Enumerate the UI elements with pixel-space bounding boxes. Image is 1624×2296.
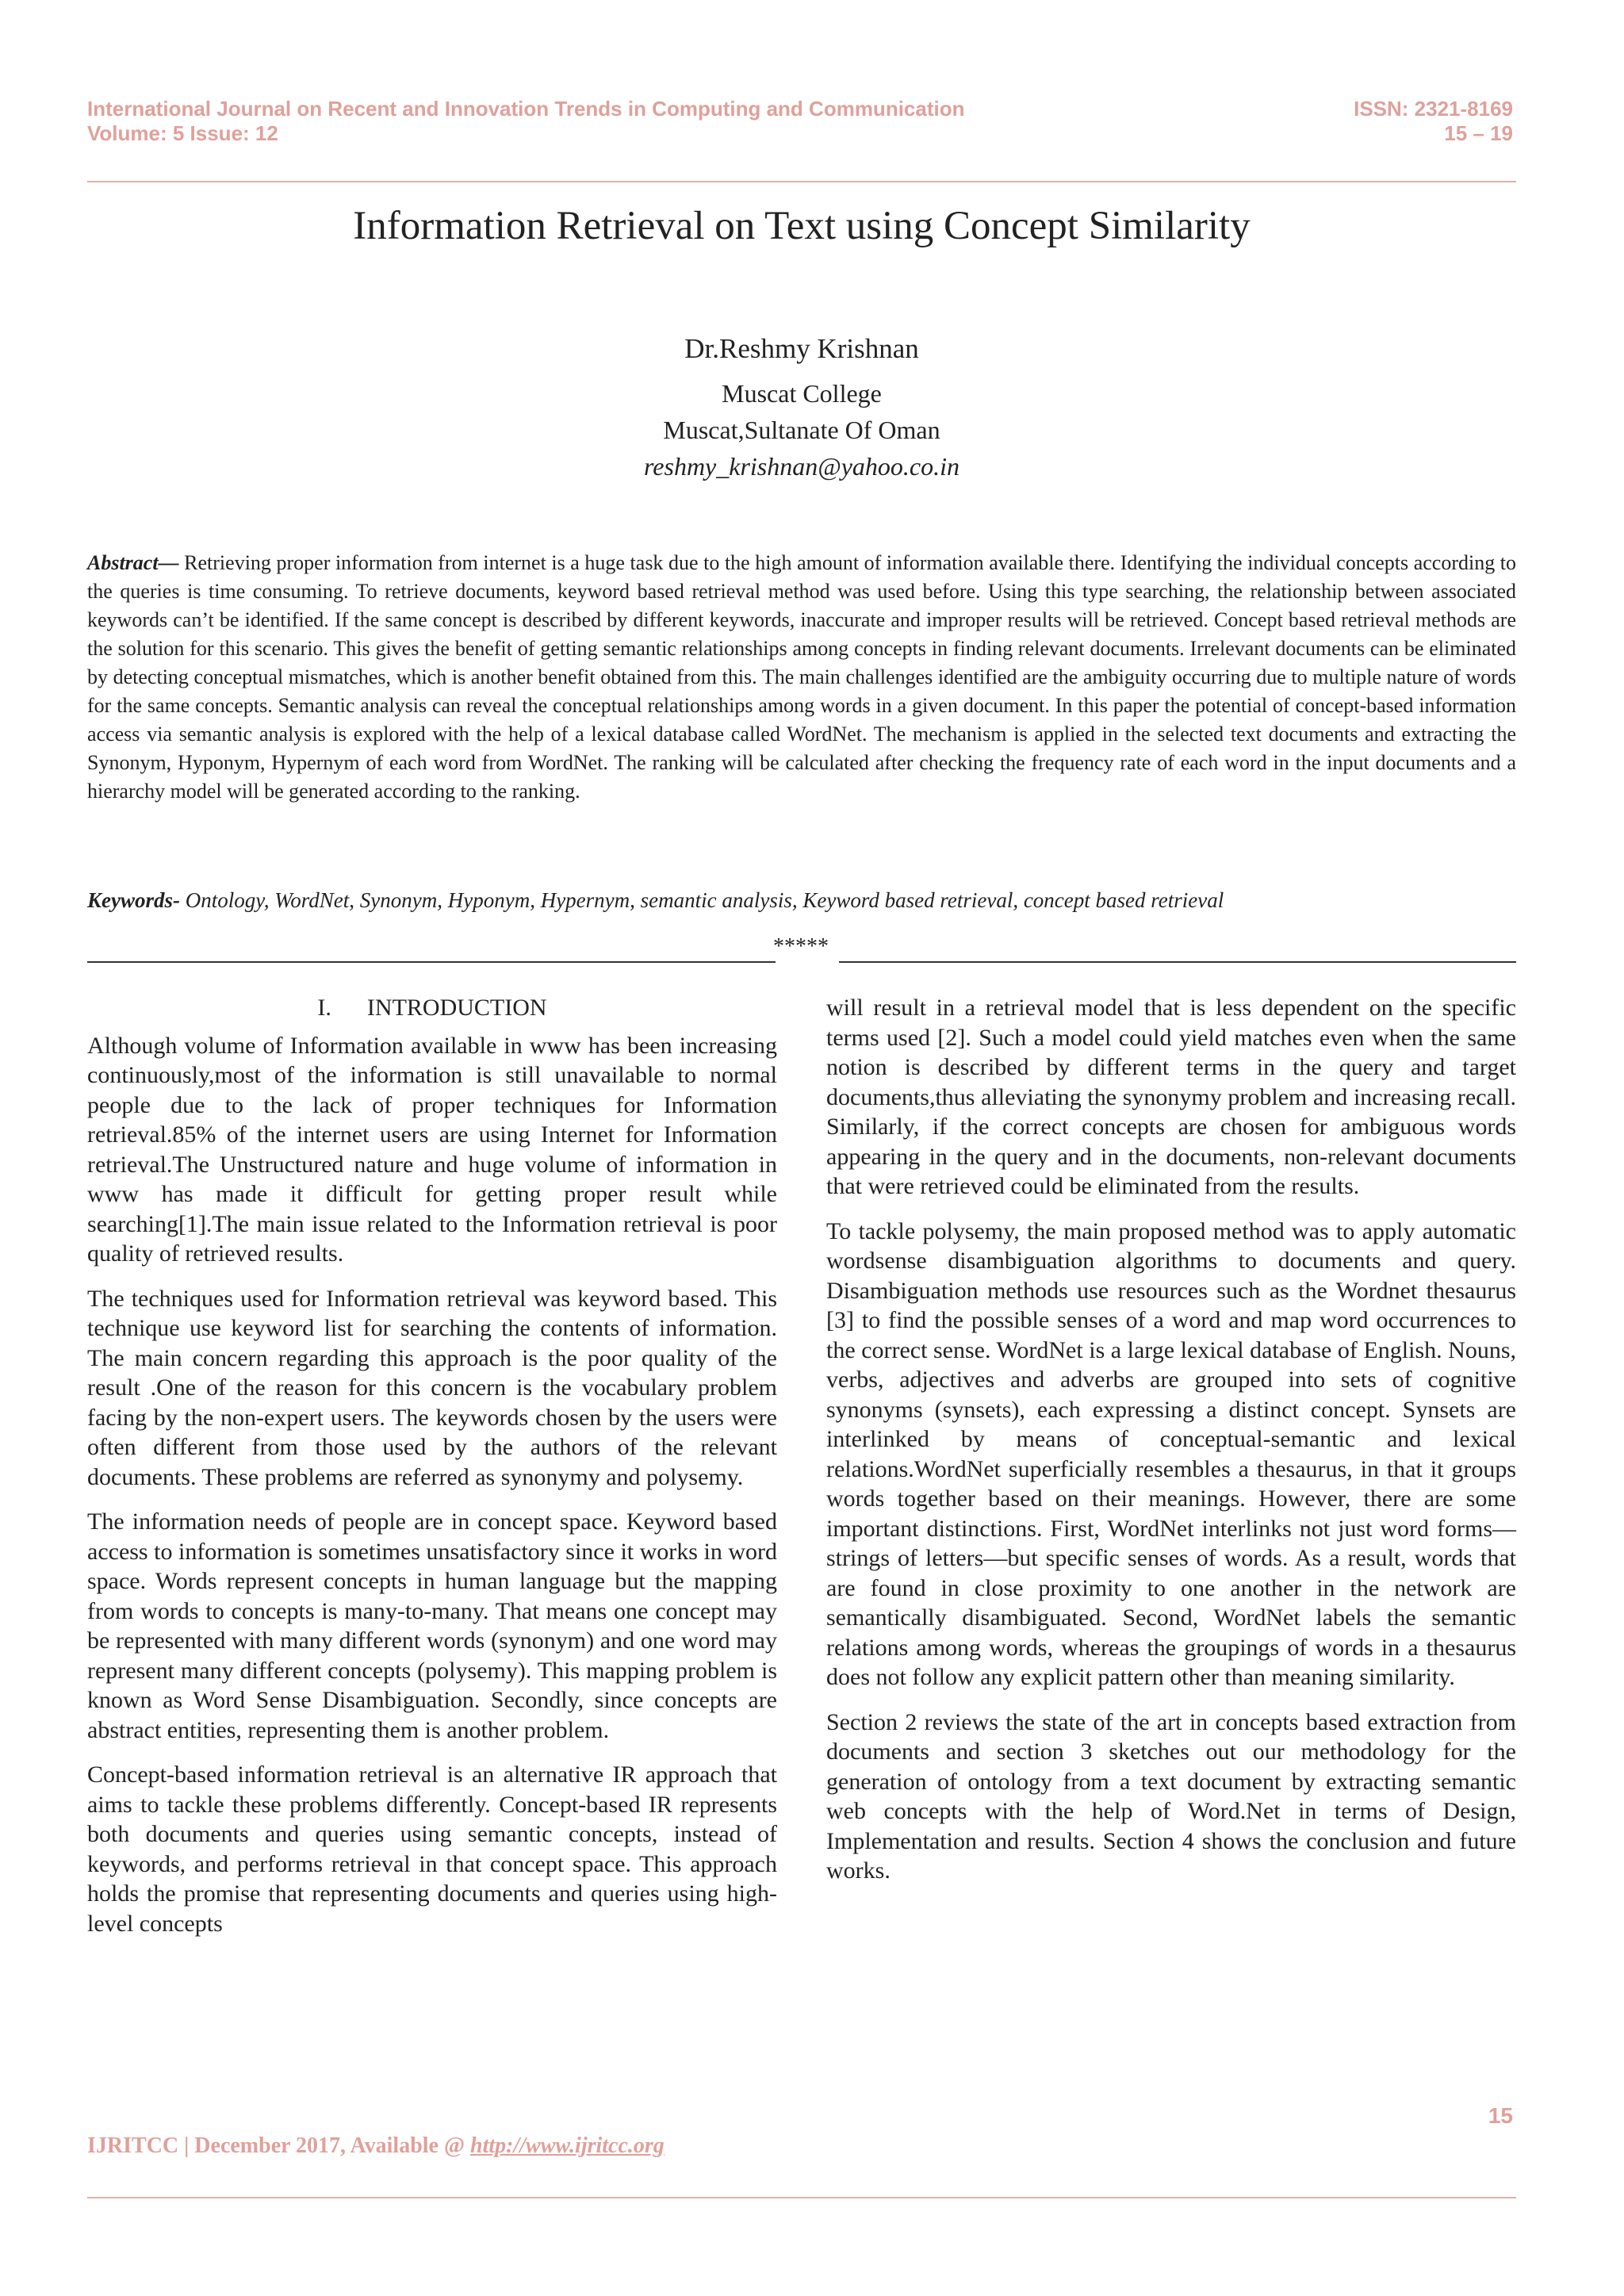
journal-link[interactable]: http://www.ijritcc.org [470, 2133, 665, 2158]
author-location: Muscat,Sultanate Of Oman [663, 416, 940, 444]
journal-volume: Volume: 5 Issue: 12 [87, 121, 278, 145]
header-rule [87, 181, 1516, 182]
paragraph: will result in a retrieval model that is less dependent on the specific terms used [2]. Such a model could yield matches even when the same notion is described by different terms in the query and target documents,thus alleviating the synonymy problem and increasing recall. Similarly, if the correct concepts are chosen for ambiguous words appearing in the query and in the documents, non-relevant documents that were retrieved could be eliminated from the results. [826, 995, 1516, 1199]
separator-stars: ***** [773, 934, 829, 959]
section-title: INTRODUCTION [366, 995, 547, 1021]
page-number: 15 [1488, 2103, 1513, 2128]
section-heading [87, 993, 777, 1023]
paragraph: Concept-based information retrieval is an alternative IR approach that aims to tackle these problems differently. Concept-based IR represents both documents and queries using semantic concepts, instead of keywords, and performs retrieval in that concept space. This approach holds the promise that representing documents and queries using high-level concepts [87, 1761, 777, 1937]
paragraph: The techniques used for Information retrieval was keyword based. This technique use keyword list for searching the contents of information. The main concern regarding this approach is the poor quality of the result .One of the reason for this concern is the vocabulary problem facing by the non-expert users. The keywords chosen by the users were often different from those used by the authors of the relevant documents. These problems are referred as synonymy and polysemy. [87, 1285, 777, 1490]
author-name: Dr.Reshmy Krishnan [684, 333, 919, 364]
issn: ISSN: 2321-8169 [1354, 97, 1513, 121]
separator-line-right [839, 961, 1516, 963]
paper-title: Information Retrieval on Text using Concept Similarity [353, 204, 1251, 248]
keywords [87, 888, 1516, 913]
journal-header [87, 97, 965, 146]
footer-prefix: IJRITCC | December 2017, Available @ [87, 2133, 465, 2158]
abstract-label: Abstract— [87, 551, 179, 574]
right-column [826, 993, 1516, 1901]
author-college: Muscat College [722, 379, 882, 408]
keywords-text: Ontology, WordNet, Synonym, Hyponym, Hypernym, semantic analysis, Keyword based retrieval, concept based retrieval [185, 888, 1224, 912]
paragraph: Although volume of Information available in www has been increasing continuously,most of the information is still unavailable to normal people due to the lack of proper techniques for Information retrieval.85% of the internet users are using Internet for Information retrieval.The Unstructured nature and huge volume of information in www has made it difficult for getting proper result while searching[1].The main issue related to the Information retrieval is poor quality of retrieved results. [87, 1032, 777, 1267]
page-range: 15 – 19 [1444, 121, 1513, 145]
left-column [87, 993, 777, 1953]
abstract-text: Retrieving proper information from internet is a huge task due to the high amount of information available there. Identifying the individual concepts according to the queries is time consuming. To retrieve documents, keyword based retrieval method was used before. Using this type searching, the relationship between associated keywords can’t be identified. If the same concept is described by different keywords, inaccurate and improper results will be retrieved. Concept based retrieval methods are the solution for this scenario. This gives the benefit of getting semantic relationships among concepts in finding relevant documents. Irrelevant documents can be eliminated by detecting conceptual mismatches, which is another benefit obtained from this. The main challenges identified are the ambiguity occurring due to multiple nature of words for the same concepts. Semantic analysis can reveal the conceptual relationships among words in a given document. In this paper the potential of concept-based information access via semantic analysis is explored with the help of a lexical database called WordNet. The mechanism is applied in the selected text documents and extracting the Synonym, Hyponym, Hypernym of each word from WordNet. The ranking will be calculated after checking the frequency rate of each word in the input documents and a hierarchy model will be generated according to the ranking. [87, 551, 1517, 803]
separator-line-left [87, 961, 776, 963]
paragraph: Section 2 reviews the state of the art in concepts based extraction from documents and section 3 sketches out our methodology for the generation of ontology from a text document by extracting semantic web concepts with the help of Word.Net in terms of Design, Implementation and results. Section 4 shows the conclusion and future works. [826, 1708, 1516, 1884]
author-email: reshmy_krishnan@yahoo.co.in [644, 452, 959, 481]
keywords-label: Keywords- [87, 888, 180, 912]
paragraph: To tackle polysemy, the main proposed method was to apply automatic wordsense disambiguation algorithms to documents and query. Disambiguation methods use resources such as the Wordnet thesaurus [3] to find the possible senses of a word and map word occurrences to the correct sense. WordNet is a large lexical database of English. Nouns, verbs, adjectives and adverbs are grouped into sets of cognitive synonyms (synsets), each expressing a distinct concept. Synsets are interlinked by means of conceptual-semantic and lexical relations.WordNet superficially resembles a thesaurus, in that it groups words together based on their meanings. However, there are some important distinctions. First, WordNet interlinks not just word forms—strings of letters—but specific senses of words. As a result, words that are found in close proximity to one another in the network are semantically disambiguated. Second, WordNet labels the semantic relations among words, whereas the groupings of words in a thesaurus does not follow any explicit pattern other than meaning similarity. [826, 1217, 1516, 1690]
footer [87, 2133, 665, 2159]
section-number: I. [317, 995, 331, 1021]
issn-header [1354, 97, 1513, 146]
paragraph: The information needs of people are in concept space. Keyword based access to information is sometimes unsatisfactory since it works in word space. Words represent concepts in human language but the mapping from words to concepts is many-to-many. That means one concept may be represented with many different words (synonym) and one word may represent many different concepts (polysemy). This mapping problem is known as Word Sense Disambiguation. Secondly, since concepts are abstract entities, representing them is another problem. [87, 1508, 777, 1743]
footer-rule [87, 2197, 1516, 2198]
journal-name: International Journal on Recent and Innovation Trends in Computing and Communication [87, 97, 965, 121]
abstract [87, 549, 1516, 806]
